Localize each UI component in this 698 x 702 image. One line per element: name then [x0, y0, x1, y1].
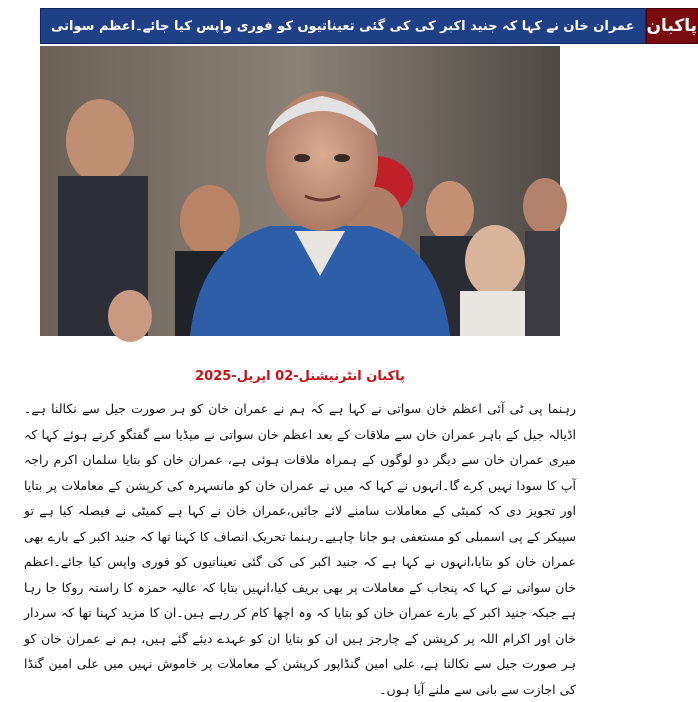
dateline: پاکبان انٹرنیشنل-02 اپریل-2025 — [195, 369, 405, 384]
article-paragraph: رہنما پی ٹی آئی اعظم خان سواتی نے کہا ہے کہ ہم نے عمران خان کو ہر صورت جیل سے نکالنا ہے۔اڈیالہ جیل کے باہر عمران خان سے ملاقات کے بعد اعظم خان سواتی نے میڈیا سے گفتگو کرتے ہوئے کہا کہ میری عمران خان سے دیگر دو لوگوں کے ہمراہ ملاقات ہوئی ہے، عمران خان کو بتایا سلمان اکرم راجہ آپ کا سودا نہیں کرے گا۔انہوں نے کہا کہ میں نے عمران خان کو مانسہرہ کی کرپشن کے معاملات پر بتایا اور تجویز دی کہ کمیٹی کے معاملات سامنے لائے جائیں،عمران خان نے کہا ہے کمیٹی نے فیصلہ کیا ہے تو سپیکر کے پی اسمبلی کو مستعفی ہو جانا چاہیے۔رہنما تحریک انصاف کا کہنا تھا کہ جنید اکبر کے بارے بھی عمران خان کو بتایا،انہوں نے کہا ہے کہ جنید اکبر کی کی گئی تعیناتیوں کو فوری واپس کیا جائے۔اعظم خان سواتی نے کہا کہ پنجاب کے معاملات پر بھی بریف کیا،انہیں بتایا کہ عالیہ حمزہ کا راستہ روکا جا رہا ہے جبکہ جنید اکبر کے بارے عمران خان کو بتایا کہ وہ اچھا کام کر رہے ہیں۔ان کا مزید کہنا تھا کہ سردار خان اور اکرام اللہ پر کرپشن کے چارجز ہیں ان کو بتایا ان کو عہدے دیئے گئے ہیں، ہم نے عمران خان کو ہر صورت جیل سے نکالنا ہے، علی امین گنڈاپور کرپشن کے معاملات پر خاموش نہیں میں علی امین گنڈا کی اجازت سے بانی سے ملنے آیا ہوں۔ — [24, 401, 576, 697]
headline-banner — [40, 8, 646, 44]
brand-name: پاکبان — [646, 16, 698, 36]
headline-text: عمران خان نے کہا کہ جنید اکبر کی کی گئی تعیناتیوں کو فوری واپس کیا جائے۔اعظم سواتی — [51, 18, 635, 34]
article-header — [40, 8, 698, 44]
news-photo — [40, 46, 560, 336]
article-body — [24, 396, 576, 702]
brand-logo — [646, 8, 698, 44]
press-photo-icon — [40, 46, 560, 336]
